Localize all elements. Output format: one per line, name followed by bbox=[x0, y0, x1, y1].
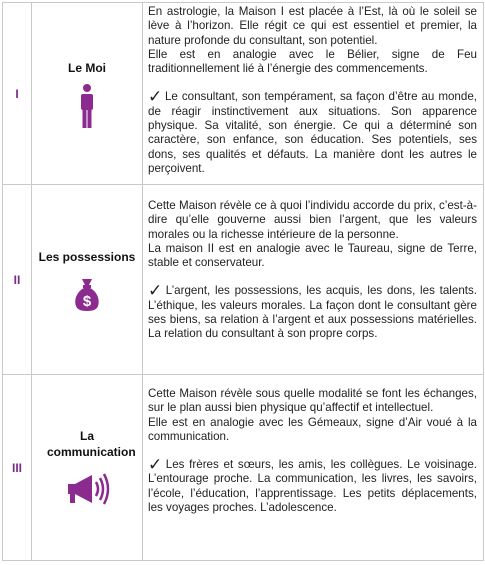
house-details-paragraph bbox=[148, 87, 477, 176]
table-row bbox=[3, 185, 483, 375]
house-details: Les frères et sœurs, les amis, les collègues. Le voisinage. L’entourage proche. La communication, les livres, les savoirs, l’école, l’éducation, l’apprentissage. Les petits déplacements, les voyages proches. L’adolescence. bbox=[148, 458, 477, 515]
person-icon bbox=[80, 84, 94, 128]
house-details: L’argent, les possessions, les acquis, les dons, les talents. L’éthique, les valeurs morales. La façon dont le consultant gère ses biens, sa relation à l’argent et aux possessions matérielles. La relation du consultant à son propre corps. bbox=[148, 284, 478, 341]
house-label-cell bbox=[32, 3, 143, 184]
house-number: I bbox=[3, 3, 32, 184]
house-analogy: Elle est en analogie avec les Gémeaux, signe d’Air voué à la communication. bbox=[148, 415, 477, 443]
house-intro: Cette Maison révèle ce à quoi l’individu accorde du prix, c’est-à-dire qu’elle gouverne aussi bien l’argent, que les valeurs morales ou la richesse intérieure de la personne. bbox=[148, 199, 477, 241]
house-details: Le consultant, son tempérament, sa façon d’être au monde, de réagir instinctivement aux situations. Son apparence physique. Sa vitalité, son énergie. Ce qui a déterminé son caractère, son enfance, son éducation. Ses potentiels, ses dons, ses qualités et défauts. La manière dont les autres le perçoivent. bbox=[148, 90, 477, 175]
house-details-paragraph bbox=[148, 455, 477, 515]
house-description bbox=[143, 3, 483, 184]
table-row bbox=[3, 375, 483, 560]
house-title: Les possessions bbox=[38, 249, 136, 264]
house-label-cell bbox=[32, 375, 143, 560]
table-row bbox=[3, 3, 483, 185]
house-label-cell bbox=[32, 185, 143, 374]
astrology-houses-table bbox=[2, 2, 484, 561]
money-bag-icon bbox=[74, 277, 100, 311]
house-description bbox=[143, 375, 483, 560]
house-number: III bbox=[3, 375, 32, 560]
house-intro: Cette Maison révèle sous quelle modalité se font les échanges, sur le plan aussi bien physique qu’affectif et intellectuel. bbox=[148, 387, 477, 415]
house-title: La communication bbox=[47, 428, 136, 459]
svg-text:$: $ bbox=[82, 292, 92, 310]
house-title: Le Moi bbox=[68, 60, 106, 75]
house-number: II bbox=[3, 185, 32, 374]
house-description bbox=[143, 185, 483, 374]
check-icon: ✓ bbox=[148, 455, 164, 475]
house-details-paragraph bbox=[148, 281, 478, 341]
house-analogy: La maison II est en analogie avec le Taureau, signe de Terre, stable et conservateur. bbox=[148, 241, 477, 270]
check-icon: ✓ bbox=[148, 281, 164, 301]
megaphone-icon bbox=[62, 470, 112, 508]
check-icon: ✓ bbox=[148, 87, 163, 107]
house-intro: En astrologie, la Maison I est placée à l’Est, là où le soleil se lève à l’horizon. Elle régit ce qui est essentiel et premier, la nature profonde du consultant, son potentiel. bbox=[148, 5, 477, 47]
house-analogy: Elle est en analogie avec le Bélier, signe de Feu traditionnellement lié à l’énergie des commencements. bbox=[148, 47, 477, 76]
